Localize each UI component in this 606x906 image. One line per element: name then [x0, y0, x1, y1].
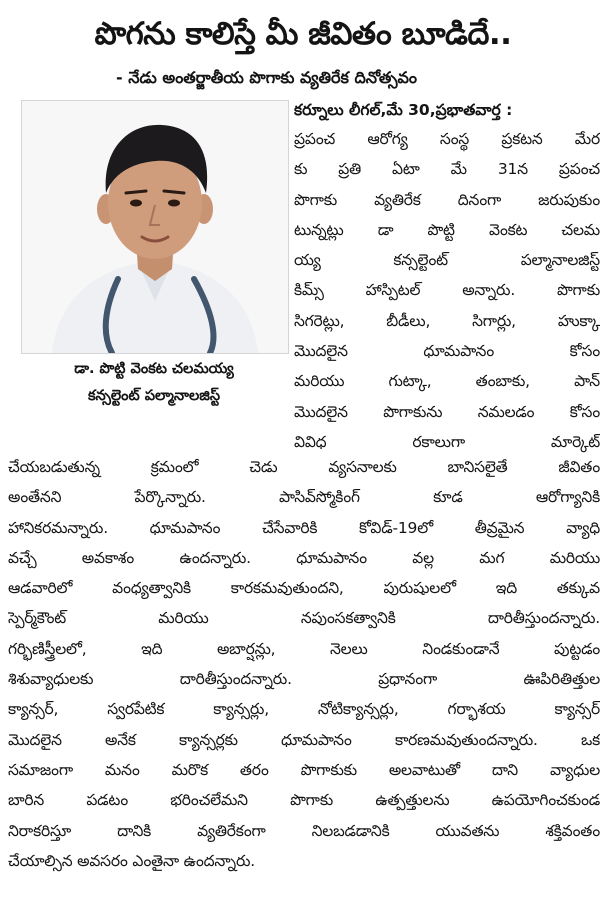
body-line: గర్భిణిస్త్రీలలో, ఇది అబార్షన్లు, నెలలు నిండకుండానే పుట్టడం	[8, 639, 600, 658]
body-line: నిరాకరిస్తూ దానికి వ్యతిరేకంగా నిలబడడానికి యువతను శక్తివంతం	[8, 821, 600, 840]
body-line: సమాజంగా మనం మరొక తరం పొగాకుకు అలవాటుతో దాని వ్యాధుల	[8, 760, 600, 779]
body-line: సిగరెట్లు, బీడీలు, సిగార్లు, హుక్కా	[294, 311, 600, 330]
body-line: కు ప్రతి ఏటా మే 31న ప్రపంచ	[294, 160, 600, 179]
body-line: వివిధ రకాలుగా మార్కెట్	[294, 432, 600, 451]
body-line: హానికరమన్నారు. ధూమపానం చేసేవారికి కోవిడ్-19లో తీవ్రమైన వ్యాధి	[8, 518, 600, 537]
body-line: ఆడవారిలో వంధ్యత్వానికి కారకమవుతుందని, పురుషులలో ఇది తక్కువ	[8, 579, 600, 598]
body-line: మొదలైన ధూమపానం కోసం	[294, 342, 600, 361]
caption-designation: కన్సల్టెంట్ పల్మానాలజిస్ట్	[87, 388, 221, 404]
caption-name: డా. పొట్టి వెంకట చలమయ్య	[74, 361, 234, 377]
headline: పొగను కాలిస్తే మీ జీవితం బూడిదే..	[94, 16, 512, 52]
body-line: చేయబడుతున్న క్రమంలో చెడు వ్యసనాలకు బానిసలైతే జీవితం	[8, 458, 600, 476]
doctor-photo	[21, 100, 289, 354]
body-line: య్య కన్సల్టెంట్ పల్మానాలజిస్ట్	[294, 251, 600, 270]
body-line: మరియు గుట్కా, తంబాకు, పాన్	[294, 372, 600, 391]
body-line: టున్నట్లు డా పొట్టి వెంకట చలమ	[294, 220, 600, 239]
body-line: వచ్చే అవకాశం ఉందన్నారు. ధూమపానం వల్ల మగ మరియు	[8, 548, 600, 567]
body-right-column	[294, 124, 600, 457]
body-line: బారిన పడటం భరించలేమని పొగాకు ఉత్పత్తులను ఉపయోగించకుండ	[8, 791, 600, 810]
body-line: పొగాకు వ్యతిరేక దినంగా జరుపుకుం	[294, 190, 600, 209]
body-line: స్పెర్మ్‌కౌంట్ మరియు నపుంసకత్వానికి దారితీస్తుందన్నారు.	[8, 609, 600, 628]
dateline: కర్నూలు లీగల్,మే 30,ప్రభాతవార్త :	[294, 101, 513, 119]
body-line: శిశువ్యాధులకు దారితీస్తుందన్నారు. ప్రధానంగా ఊపిరితిత్తుల	[8, 670, 600, 689]
photo-caption	[21, 356, 287, 434]
body-line: కిమ్స్ హాస్పిటల్ అన్నారు. పొగాకు	[294, 281, 600, 300]
body-line: చేయాల్సిన అవసరం ఎంతైనా ఉందన్నారు.	[8, 851, 256, 870]
subheadline: - నేడు అంతర్జాతీయ పొగాకు వ్యతిరేక దినోత్సవం	[116, 68, 417, 87]
body-full-width	[8, 452, 600, 876]
body-line: అంతేనని పేర్కొన్నారు. పాసివ్‌స్మోకింగ్ కూడ ఆరోగ్యానికి	[8, 488, 600, 507]
doctor-portrait-icon	[22, 101, 288, 353]
body-line: మొదలైన పొగాకును నమలడం కోసం	[294, 402, 600, 421]
body-line: మొదలైన అనేక క్యాన్సర్లకు ధూమపానం కారణమవుతుందన్నారు. ఒక	[8, 730, 600, 749]
body-line: క్యాన్సర్, స్వరపేటిక క్యాన్సర్లు, నోటిక్యాన్సర్లు, గర్భాశయ క్యాన్సర్	[8, 700, 600, 719]
body-line: ప్రపంచ ఆరోగ్య సంస్థ ప్రకటన మేర	[294, 130, 600, 148]
